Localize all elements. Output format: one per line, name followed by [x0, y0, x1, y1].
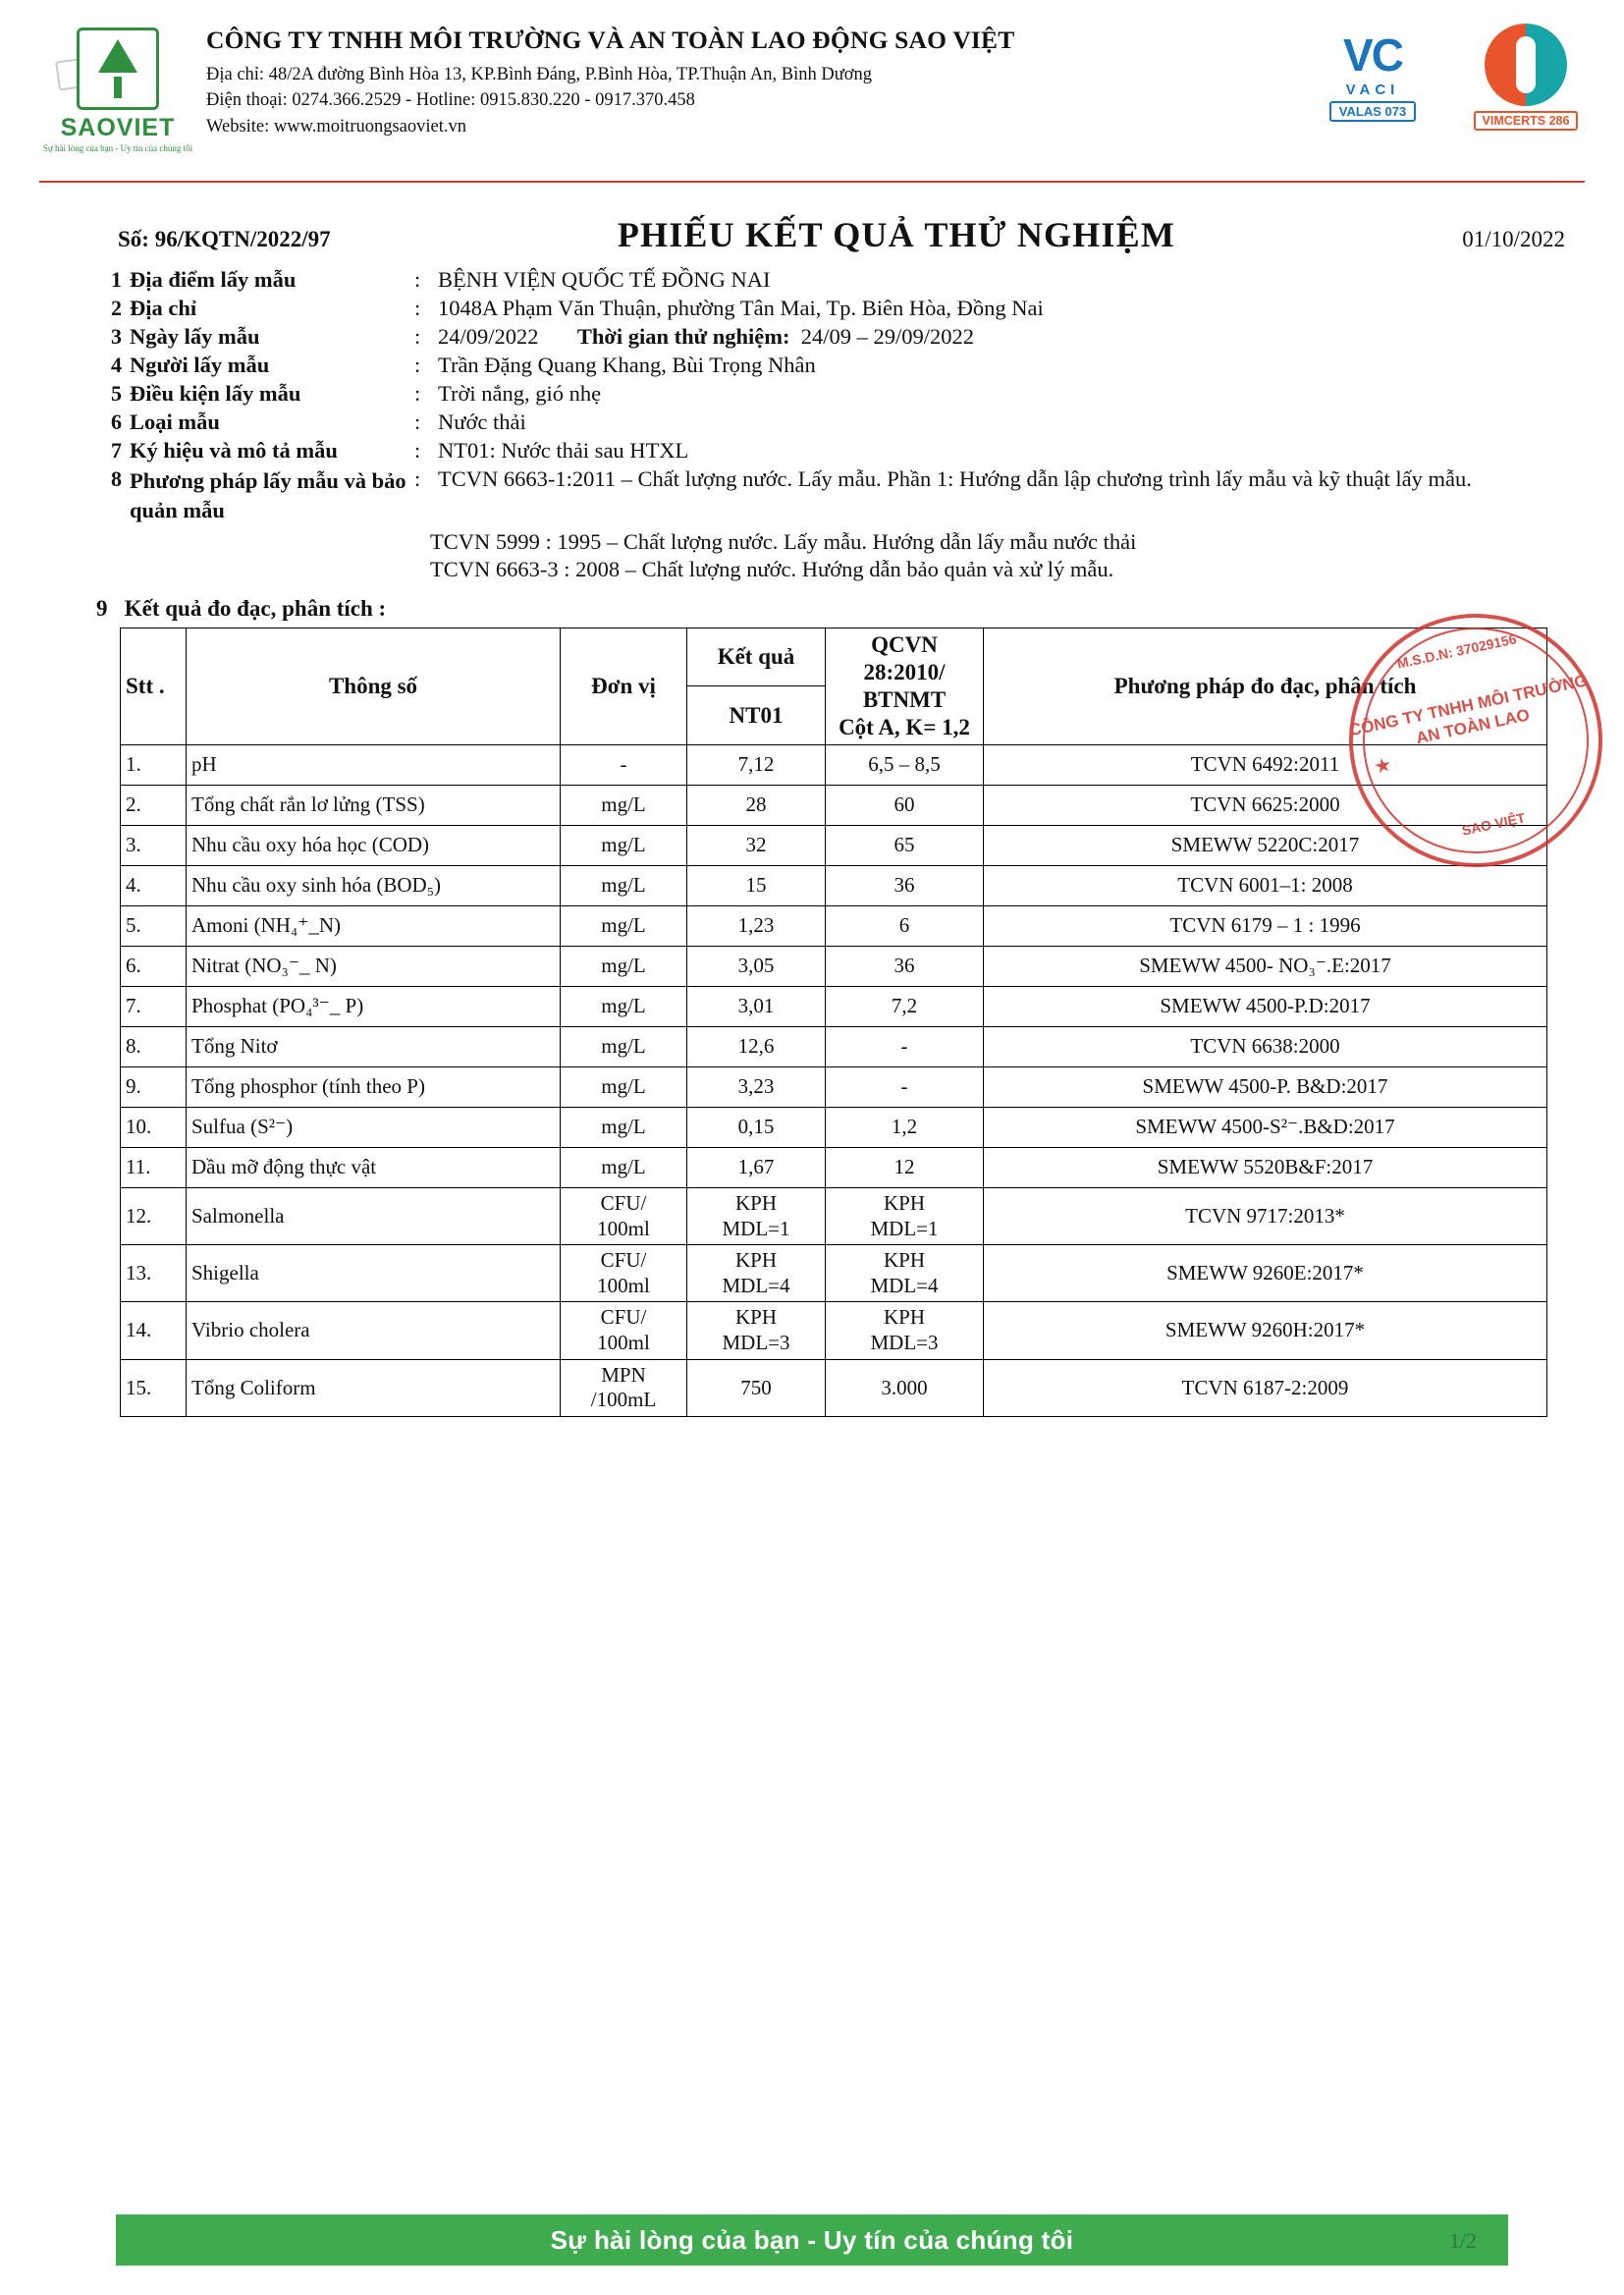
th-result-sub: NT01 — [687, 686, 826, 745]
cell-result: 0,15 — [687, 1107, 826, 1147]
info-colon: : — [414, 438, 421, 463]
table-row — [121, 785, 1547, 825]
th-unit: Đơn vị — [561, 628, 687, 744]
info-number: 7 — [111, 438, 122, 463]
info-colon: : — [414, 267, 421, 292]
accreditation-marks — [1261, 20, 1585, 131]
cell-unit: mg/L — [561, 1147, 687, 1187]
cell-method: TCVN 9717:2013* — [984, 1187, 1547, 1244]
footer-slogan: Sự hài lòng của bạn - Uy tín của chúng tôi — [550, 2224, 1074, 2255]
cell-qcvn: 36 — [826, 865, 984, 905]
info-value: BỆNH VIỆN QUỐC TẾ ĐỒNG NAI — [438, 267, 771, 292]
vaci-word: VACI — [1345, 82, 1400, 98]
cell-method: SMEWW 4500-P.D:2017 — [984, 986, 1547, 1026]
info-number: 2 — [111, 296, 122, 320]
cell-qcvn: 1,2 — [826, 1107, 984, 1147]
cell-qcvn: - — [826, 1026, 984, 1066]
info-row — [96, 324, 1565, 350]
cell-result: 28 — [687, 785, 826, 825]
cell-result: 3,23 — [687, 1066, 826, 1107]
title-row — [0, 214, 1624, 255]
cell-stt: 12. — [121, 1187, 187, 1244]
cell-param: Vibrio cholera — [187, 1302, 561, 1359]
cell-unit: mg/L — [561, 946, 687, 986]
cell-method: TCVN 6179 – 1 : 1996 — [984, 905, 1547, 946]
cell-result: 7,12 — [687, 744, 826, 785]
cell-result: 3,05 — [687, 946, 826, 986]
cell-param: Nhu cầu oxy sinh hóa (BOD₅) — [187, 865, 561, 905]
results-heading-number: 9 — [96, 595, 108, 621]
th-qcvn-sub: Cột A, K= 1,2 — [839, 714, 970, 739]
cell-param: Salmonella — [187, 1187, 561, 1244]
vaci-code-badge: VALAS 073 — [1329, 101, 1416, 122]
stamp-bottom-text: SAO VIỆT — [1460, 809, 1527, 839]
info-value: TCVN 6663-1:2011 – Chất lượng nước. Lấy mẫu. Phần 1: Hướng dẫn lập chương trình lấy mẫu và kỹ thuật lấy mẫu. — [438, 466, 1472, 491]
info-number: 5 — [111, 381, 122, 406]
table-row — [121, 1359, 1547, 1416]
cell-qcvn: KPH MDL=4 — [826, 1245, 984, 1302]
cell-qcvn: KPH MDL=1 — [826, 1187, 984, 1244]
cell-result: 12,6 — [687, 1026, 826, 1066]
cell-param: Dầu mỡ động thực vật — [187, 1147, 561, 1187]
table-row — [121, 865, 1547, 905]
cell-unit: mg/L — [561, 1107, 687, 1147]
cell-qcvn: 65 — [826, 825, 984, 865]
table-body — [121, 744, 1547, 1416]
info-label: Người lấy mẫu — [130, 353, 270, 377]
table-row — [121, 825, 1547, 865]
table-row — [121, 1302, 1547, 1359]
method-extra-line: TCVN 6663-3 : 2008 – Chất lượng nước. Hướng dẫn bảo quản và xử lý mẫu. — [430, 556, 1114, 581]
cell-qcvn: 3.000 — [826, 1359, 984, 1416]
cell-unit: - — [561, 744, 687, 785]
cell-param: Phosphat (PO₄³⁻_ P) — [187, 986, 561, 1026]
vimcerts-logo — [1467, 24, 1585, 131]
cell-stt: 9. — [121, 1066, 187, 1107]
th-qcvn-main: QCVN 28:2010/ BTNMT — [862, 631, 947, 712]
cell-qcvn: 12 — [826, 1147, 984, 1187]
cell-result: 3,01 — [687, 986, 826, 1026]
table-row — [121, 1107, 1547, 1147]
th-param: Thông số — [187, 628, 561, 744]
tree-logo-icon — [77, 27, 159, 110]
cell-param: Nhu cầu oxy hóa học (COD) — [187, 825, 561, 865]
cell-param: Sulfua (S²⁻) — [187, 1107, 561, 1147]
vaci-mark-icon: VC — [1343, 29, 1402, 81]
info-number: 3 — [111, 324, 122, 349]
table-row — [121, 1147, 1547, 1187]
cell-param: Tổng Coliform — [187, 1359, 561, 1416]
info-number: 4 — [111, 353, 122, 377]
info-colon: : — [414, 466, 421, 491]
cell-result: KPH MDL=1 — [687, 1187, 826, 1244]
th-method: Phương pháp đo đạc, phân tích — [984, 628, 1547, 744]
cell-result: KPH MDL=4 — [687, 1245, 826, 1302]
results-table — [120, 628, 1547, 1417]
cell-stt: 13. — [121, 1245, 187, 1302]
cell-stt: 1. — [121, 744, 187, 785]
cell-result: 750 — [687, 1359, 826, 1416]
footer-banner — [116, 2214, 1508, 2266]
cell-method: TCVN 6638:2000 — [984, 1026, 1547, 1066]
cell-method: SMEWW 4500-S²⁻.B&D:2017 — [984, 1107, 1547, 1147]
cell-method: TCVN 6187-2:2009 — [984, 1359, 1547, 1416]
header-divider — [39, 181, 1585, 183]
info-number: 1 — [111, 267, 122, 292]
page-title: PHIẾU KẾT QUẢ THỬ NGHIỆM — [617, 215, 1176, 254]
cell-result: 15 — [687, 865, 826, 905]
method-extra-line: TCVN 5999 : 1995 – Chất lượng nước. Lấy mẫu. Hướng dẫn lấy mẫu nước thải — [430, 528, 1137, 554]
cell-stt: 10. — [121, 1107, 187, 1147]
cell-method: TCVN 6001–1: 2008 — [984, 865, 1547, 905]
cell-param: Tổng Nitơ — [187, 1026, 561, 1066]
cell-param: Tổng chất rắn lơ lửng (TSS) — [187, 785, 561, 825]
th-result: Kết quả — [687, 628, 826, 686]
cell-method: SMEWW 5220C:2017 — [984, 825, 1547, 865]
cell-unit: mg/L — [561, 1066, 687, 1107]
cell-stt: 3. — [121, 825, 187, 865]
table-row — [121, 905, 1547, 946]
cell-stt: 6. — [121, 946, 187, 986]
info-row — [96, 381, 1565, 407]
cell-stt: 8. — [121, 1026, 187, 1066]
sample-info-list — [0, 267, 1624, 582]
cell-method: SMEWW 9260H:2017* — [984, 1302, 1547, 1359]
table-row — [121, 1026, 1547, 1066]
vimcerts-code-badge: VIMCERTS 286 — [1474, 111, 1579, 131]
sampling-date-value: 24/09/2022 — [438, 324, 539, 349]
info-row — [96, 267, 1565, 293]
cell-unit: CFU/ 100ml — [561, 1187, 687, 1244]
document-date: 01/10/2022 — [1462, 227, 1565, 251]
document-header — [0, 0, 1624, 196]
test-period-value: 24/09 – 29/09/2022 — [800, 324, 975, 349]
table-row — [121, 1245, 1547, 1302]
table-header — [121, 628, 1547, 744]
info-value: 1048A Phạm Văn Thuận, phường Tân Mai, Tp. Biên Hòa, Đồng Nai — [438, 296, 1044, 320]
cell-qcvn: 7,2 — [826, 986, 984, 1026]
table-row — [121, 986, 1547, 1026]
info-value: Nước thải — [438, 410, 526, 434]
info-row — [96, 410, 1565, 435]
cell-qcvn: 60 — [826, 785, 984, 825]
cell-result: 32 — [687, 825, 826, 865]
company-address: Địa chỉ: 48/2A đường Bình Hòa 13, KP.Bình Đáng, P.Bình Hòa, TP.Thuận An, Bình Dương — [206, 65, 873, 84]
info-label: Phương pháp lấy mẫu và bảo quản mẫu — [130, 468, 406, 523]
cell-stt: 5. — [121, 905, 187, 946]
company-name: CÔNG TY TNHH MÔI TRƯỜNG VÀ AN TOÀN LAO ĐỘNG SAO VIỆT — [206, 26, 1015, 54]
cell-unit: mg/L — [561, 785, 687, 825]
info-label: Địa điểm lấy mẫu — [130, 267, 297, 292]
info-label: Ký hiệu và mô tả mẫu — [130, 438, 338, 463]
cell-stt: 2. — [121, 785, 187, 825]
cell-method: TCVN 6492:2011 — [984, 744, 1547, 785]
cell-unit: mg/L — [561, 905, 687, 946]
stamp-star-icon: ★ — [1372, 753, 1394, 779]
cell-qcvn: - — [826, 1066, 984, 1107]
table-row — [121, 1187, 1547, 1244]
cell-method: TCVN 6625:2000 — [984, 785, 1547, 825]
cell-unit: mg/L — [561, 986, 687, 1026]
table-row — [121, 946, 1547, 986]
cell-qcvn: KPH MDL=3 — [826, 1302, 984, 1359]
th-qcvn — [826, 628, 984, 744]
company-phone: Điện thoại: 0274.366.2529 - Hotline: 0915.830.220 - 0917.370.458 — [206, 90, 695, 111]
cell-unit: mg/L — [561, 865, 687, 905]
info-row — [96, 353, 1565, 378]
cell-param: Tổng phosphor (tính theo P) — [187, 1066, 561, 1107]
cell-qcvn: 6 — [826, 905, 984, 946]
info-label: Ngày lấy mẫu — [130, 324, 260, 349]
info-colon: : — [414, 410, 421, 434]
cell-method: SMEWW 4500- NO₃⁻.E:2017 — [984, 946, 1547, 986]
logo-name: SAOVIET — [60, 114, 176, 141]
cell-unit: mg/L — [561, 825, 687, 865]
results-table-wrap — [0, 628, 1624, 1417]
cell-result: 1,67 — [687, 1147, 826, 1187]
table-row — [121, 1066, 1547, 1107]
footer-page-number: 1/2 — [1448, 2228, 1477, 2253]
document-footer — [0, 2214, 1624, 2273]
cell-param: Shigella — [187, 1245, 561, 1302]
info-number: 6 — [111, 410, 122, 434]
cell-stt: 15. — [121, 1359, 187, 1416]
info-colon: : — [414, 381, 421, 406]
results-heading — [0, 596, 1624, 622]
info-row — [96, 466, 1565, 526]
cell-method: SMEWW 4500-P. B&D:2017 — [984, 1066, 1547, 1107]
cell-qcvn: 6,5 – 8,5 — [826, 744, 984, 785]
info-value — [438, 324, 1565, 350]
cell-qcvn: 36 — [826, 946, 984, 986]
cell-method: SMEWW 5520B&F:2017 — [984, 1147, 1547, 1187]
stamp-top-text: M.S.D.N: 37029156 — [1395, 630, 1518, 672]
document-number: Số: 96/KQTN/2022/97 — [118, 227, 331, 251]
th-stt: Stt . — [121, 628, 187, 744]
cell-stt: 7. — [121, 986, 187, 1026]
company-info — [196, 20, 1261, 139]
vaci-logo — [1304, 29, 1441, 122]
info-value: NT01: Nước thải sau HTXL — [438, 438, 689, 463]
info-number: 8 — [111, 466, 122, 491]
cell-unit: MPN /100mL — [561, 1359, 687, 1416]
vimcerts-circle-icon — [1485, 24, 1567, 106]
cell-param: pH — [187, 744, 561, 785]
info-value: Trời nắng, gió nhẹ — [438, 381, 602, 406]
info-colon: : — [414, 324, 421, 349]
cell-unit: CFU/ 100ml — [561, 1302, 687, 1359]
info-label: Loại mẫu — [130, 410, 220, 434]
info-colon: : — [414, 353, 421, 377]
cell-stt: 4. — [121, 865, 187, 905]
info-label: Địa chỉ — [130, 296, 197, 320]
info-value: Trần Đặng Quang Khang, Bùi Trọng Nhân — [438, 353, 816, 377]
info-row — [96, 438, 1565, 464]
logo-slogan: Sự hài lòng của bạn - Uy tín của chúng tôi — [42, 143, 193, 153]
info-label: Điều kiện lấy mẫu — [130, 381, 301, 406]
cell-unit: CFU/ 100ml — [561, 1245, 687, 1302]
cell-method: SMEWW 9260E:2017* — [984, 1245, 1547, 1302]
stamp-middle-text: CÔNG TY TNHH MÔI TRƯỜNG AN TOÀN LAO — [1347, 671, 1590, 748]
info-colon: : — [414, 296, 421, 320]
company-website: Website: www.moitruongsaoviet.vn — [206, 116, 467, 137]
cell-unit: mg/L — [561, 1026, 687, 1066]
results-heading-text: Kết quả đo đạc, phân tích : — [124, 595, 387, 621]
cell-param: Amoni (NH₄⁺_N) — [187, 905, 561, 946]
cell-result: 1,23 — [687, 905, 826, 946]
cell-stt: 14. — [121, 1302, 187, 1359]
cell-result: KPH MDL=3 — [687, 1302, 826, 1359]
cell-stt: 11. — [121, 1147, 187, 1187]
cell-param: Nitrat (NO₃⁻_ N) — [187, 946, 561, 986]
test-period-label: Thời gian thử nghiệm: — [576, 324, 790, 349]
info-row — [96, 296, 1565, 321]
table-row — [121, 744, 1547, 785]
